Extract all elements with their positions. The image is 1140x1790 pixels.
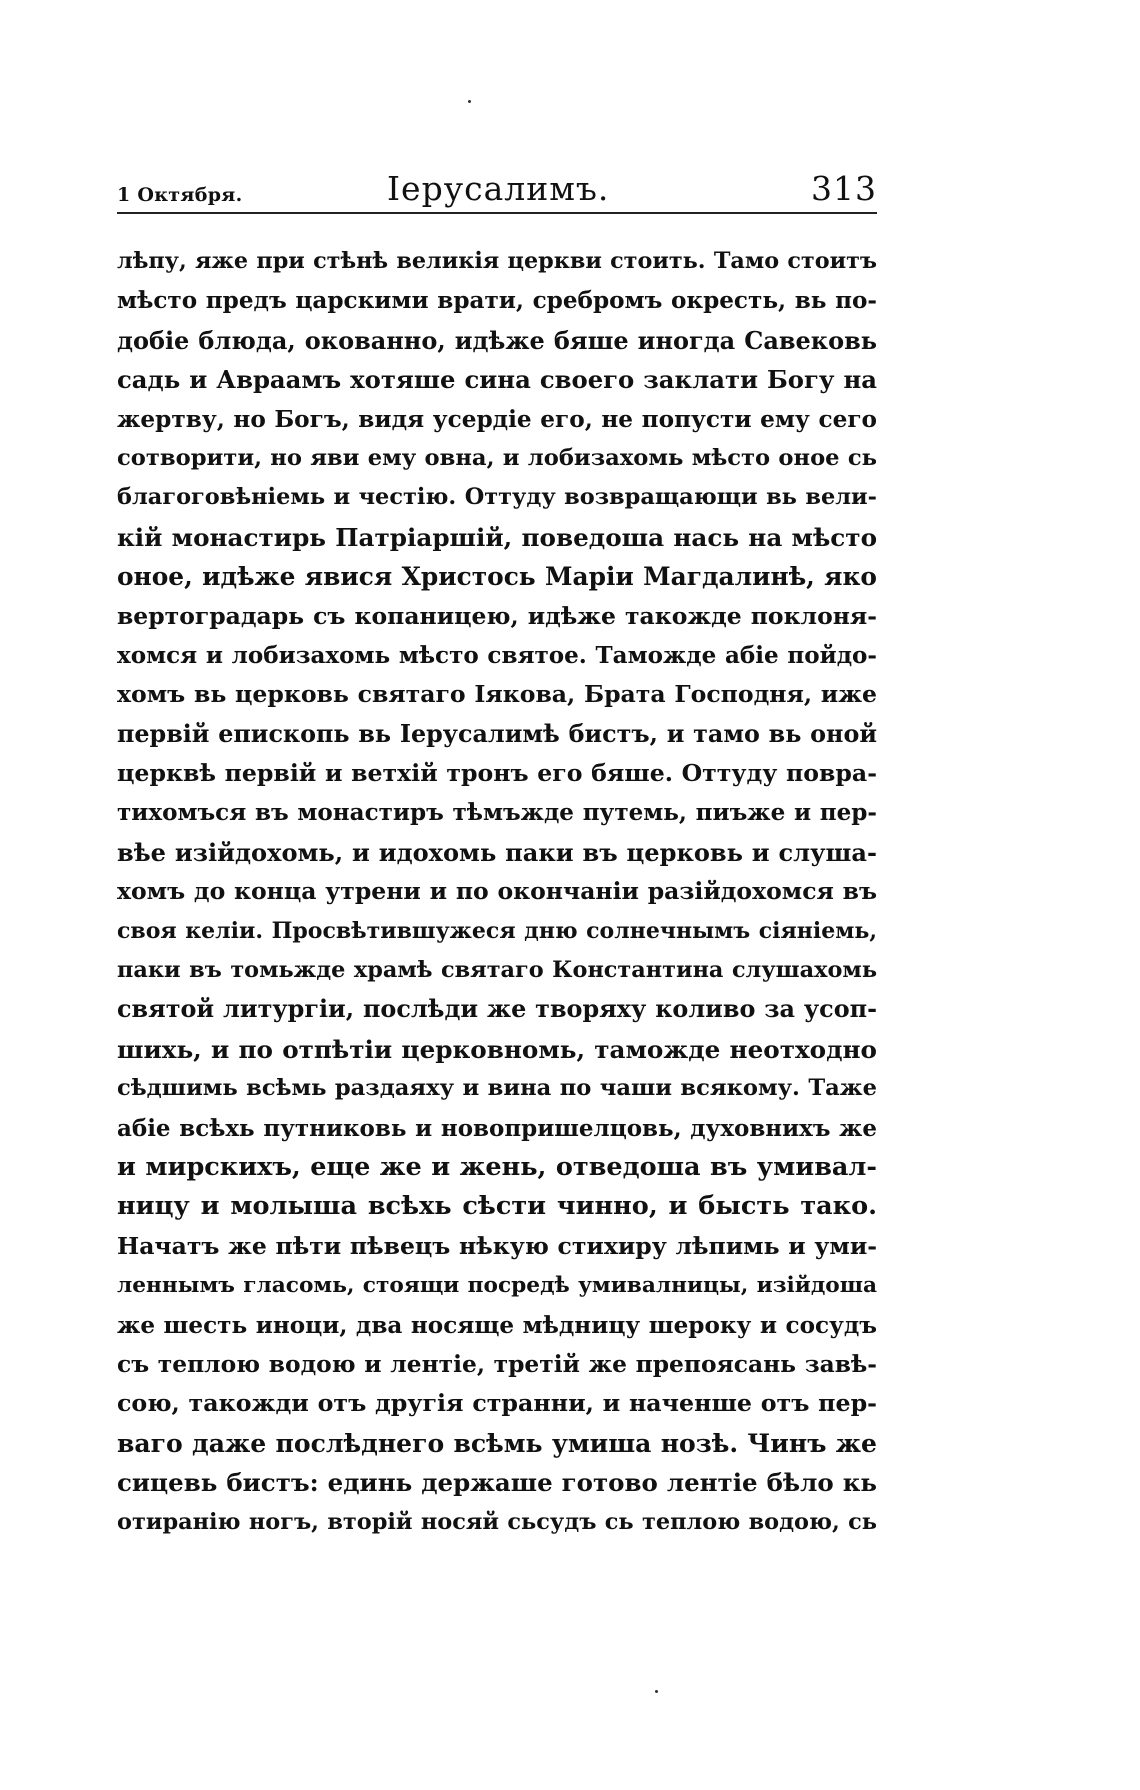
- text-line: хомся и лобизахомь мѣсто святое. Таможде абіе пойдо-: [117, 641, 877, 669]
- page-number: 313: [811, 169, 877, 208]
- text-line: церквѣ первій и ветхій тронъ его бяше. Оттуду повра-: [117, 759, 877, 788]
- text-line: леннымъ гласомь, стоящи посредѣ умивалницы, изійдоша: [117, 1273, 877, 1299]
- text-line: и мирскихъ, еще же и жень, отведоша въ умивал-: [117, 1151, 877, 1182]
- text-line: тихомъся въ монастиръ тѣмъжде путемь, пиъже и пер-: [117, 799, 877, 827]
- text-line: благоговѣніемь и честію. Оттуду возвращающи вь вели-: [117, 484, 877, 511]
- text-line: жертву, но Богъ, видя усердіе его, не попусти ему сего: [117, 405, 877, 433]
- body-text: [117, 242, 877, 1542]
- text-line: своя келіи. Просвѣтившужеся дню солнечнымъ сіяніемь,: [117, 917, 877, 944]
- text-line: первій епископь вь Іерусалимѣ бистъ, и тамо вь оной: [117, 719, 877, 748]
- text-line: мѣсто предъ царскими врати, сребромъ окресть, вь по-: [117, 287, 877, 315]
- text-line: ваго даже послѣднего всѣмь умиша нозѣ. Чинъ же: [117, 1427, 877, 1458]
- text-line: хомъ до конца утрени и по окончаніи разійдохомся въ: [117, 877, 877, 906]
- text-line: хомъ вь церковь святаго Іякова, Брата Господня, иже: [117, 680, 877, 709]
- text-line: Начатъ же пѣти пѣвецъ нѣкую стихиру лѣпимь и уми-: [117, 1231, 877, 1260]
- text-line: шихь, и по отпѣтіи церковномь, таможде неотходно: [117, 1034, 877, 1064]
- print-speck: [468, 100, 471, 103]
- text-line: отиранію ногъ, вторій носяй сьсудъ сь теплою водою, сь: [117, 1508, 877, 1535]
- print-speck: [655, 1690, 658, 1693]
- text-line: же шесть иноци, два носяще мѣдницу шероку и сосудъ: [117, 1311, 877, 1339]
- text-line: ницу и молыша всѣхь сѣсти чинно, и бысть тако.: [117, 1191, 877, 1222]
- header-date: 1 Октября.: [117, 184, 243, 206]
- header-title: Іерусалимъ.: [387, 169, 610, 208]
- text-line: вѣе изійдохомь, и идохомь паки въ церковь и слуша-: [117, 837, 877, 867]
- text-line: сою, такожди отъ другія странни, и наченше отъ пер-: [117, 1389, 877, 1418]
- text-line: святой литургіи, послѣди же творяху коливо за усоп-: [117, 995, 877, 1024]
- text-line: садь и Авраамъ хотяше сина своего заклати Богу на: [117, 365, 877, 395]
- text-line: сицевь бистъ: единь держаше готово лентіе бѣло кь: [117, 1468, 877, 1498]
- text-line: паки въ томьжде храмѣ святаго Константина слушахомь: [117, 957, 877, 984]
- text-line: оное, идѣже явися Христось Маріи Магдалинѣ, яко: [117, 562, 877, 592]
- text-line: съ теплою водою и лентіе, третій же препоясань завѣ-: [117, 1349, 877, 1378]
- text-line: кій монастирь Патріаршій, поведоша нась на мѣсто: [117, 522, 877, 552]
- text-line: лѣпу, яже при стѣнѣ великія церкви стоить. Тамо стоитъ: [117, 248, 877, 274]
- text-line: абіе всѣхь путниковь и новопришелцовь, духовнихъ же: [117, 1114, 877, 1142]
- text-line: сотворити, но яви ему овна, и лобизахомь мѣсто оное сь: [117, 444, 877, 471]
- header-rule: [117, 212, 877, 214]
- text-line: вертоградарь съ копаницею, идѣже такожде поклоня-: [117, 601, 877, 630]
- text-line: добіе блюда, окованно, идѣже бяше иногда Савековь: [117, 325, 877, 355]
- running-header: [117, 162, 877, 212]
- text-line: сѣдшимь всѣмь раздаяху и вина по чаши всякому. Таже: [117, 1075, 877, 1102]
